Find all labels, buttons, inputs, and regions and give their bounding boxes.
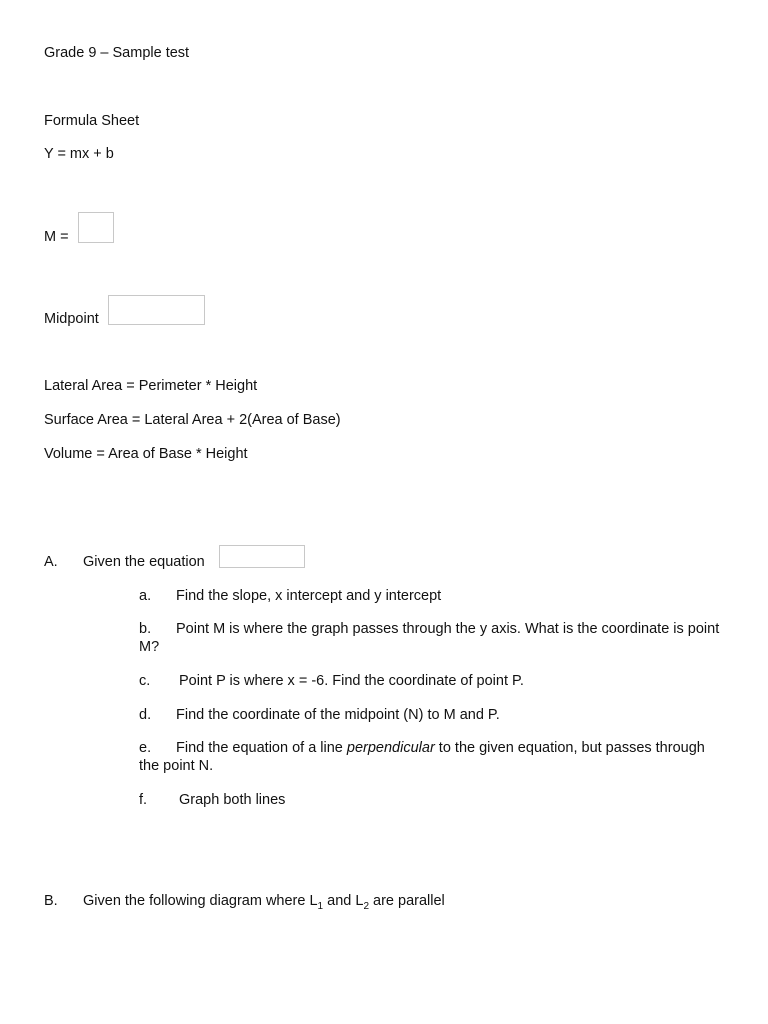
part-a-label: a. — [139, 588, 152, 604]
volume-formula: Volume = Area of Base * Height — [44, 446, 248, 462]
line-equation-formula: Y = mx + b — [44, 146, 114, 162]
question-a-label: A. — [44, 554, 58, 570]
question-b-sub2: 2 — [363, 901, 369, 912]
part-c-text: Point P is where x = -6. Find the coordinate of point P. — [179, 673, 524, 689]
part-f-label: f. — [139, 792, 148, 808]
part-e-text-before: Find the equation of a line — [176, 740, 347, 756]
question-b-text-middle: and L — [323, 893, 364, 909]
part-e-label: e. — [139, 740, 152, 756]
part-f-text: Graph both lines — [179, 792, 286, 808]
part-d-label: d. — [139, 707, 152, 723]
question-b-text-before: Given the following diagram where L — [83, 893, 318, 909]
slope-formula-image — [78, 212, 114, 243]
part-c-label: c. — [139, 673, 151, 689]
page-title: Grade 9 – Sample test — [44, 45, 190, 61]
midpoint-formula-label: Midpoint — [44, 311, 99, 327]
part-b-text: Point M is where the graph passes through the y axis. What is the coordinate is point M? — [139, 621, 720, 655]
slope-formula-label: M = — [44, 229, 69, 245]
lateral-area-formula: Lateral Area = Perimeter * Height — [44, 378, 258, 394]
given-equation-image — [219, 545, 305, 568]
part-e — [139, 739, 729, 775]
midpoint-formula-image — [108, 295, 205, 325]
part-d-text: Find the coordinate of the midpoint (N) to M and P. — [176, 707, 500, 723]
surface-area-formula: Surface Area = Lateral Area + 2(Area of Base) — [44, 412, 341, 428]
part-e-text-after: to the given equation, but passes through the point N. — [139, 740, 705, 774]
part-b-label: b. — [139, 621, 152, 637]
question-b-sub1: 1 — [317, 901, 324, 912]
question-a-text: Given the equation — [83, 554, 205, 570]
part-e-text-italic: perpendicular — [346, 740, 435, 756]
question-b-text-after: are parallel — [369, 893, 445, 909]
part-a-text: Find the slope, x intercept and y intercept — [176, 588, 442, 604]
question-b-label: B. — [44, 893, 58, 909]
formula-sheet-heading: Formula Sheet — [44, 113, 140, 129]
question-b-text — [83, 892, 445, 910]
part-b — [139, 620, 729, 656]
